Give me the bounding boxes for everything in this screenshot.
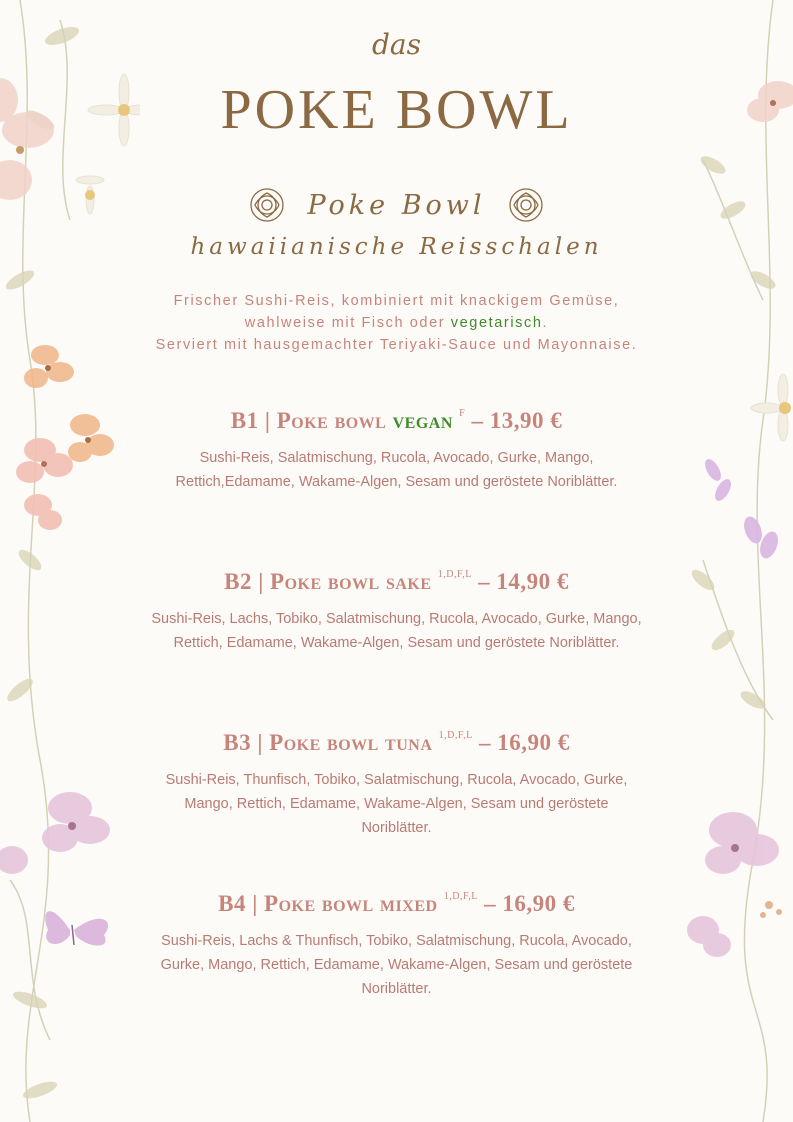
intro-line-1: Frischer Sushi-Reis, kombiniert mit knackigem Gemüse, <box>173 293 620 309</box>
separator: | <box>251 569 271 594</box>
dash: – <box>465 408 490 433</box>
item-name: Poke bowl mixed <box>264 891 438 916</box>
separator: | <box>245 891 265 916</box>
item-name: Poke bowl tuna <box>269 730 433 755</box>
intro-text <box>0 290 793 356</box>
menu-item-b3 <box>150 730 643 840</box>
celtic-knot-icon <box>506 185 546 225</box>
separator: | <box>258 408 277 433</box>
dash: – <box>477 891 503 916</box>
menu-item-description: Sushi-Reis, Lachs, Tobiko, Salatmischung, Rucola, Avocado, Gurke, Mango, Rettich, Edamame, Wakame-Algen, Sesam und geröstete Noriblätter. <box>151 611 642 651</box>
intro-line-2-prefix: wahlweise mit Fisch oder <box>244 315 451 331</box>
intro-line-2 <box>0 312 793 334</box>
subtitle: Poke Bowl <box>307 189 486 221</box>
item-name: Poke bowl <box>276 408 387 433</box>
celtic-knot-icon <box>247 185 287 225</box>
menu-item-title <box>150 891 643 917</box>
intro-line-2-suffix: . <box>542 315 549 331</box>
menu-item-title <box>150 730 643 756</box>
intro-line-3: Serviert mit hausgemachter Teriyaki-Sauce und Mayonnaise. <box>155 337 638 353</box>
vegan-label: vegan <box>392 408 453 433</box>
item-price: 16,90 € <box>502 891 575 916</box>
item-price: 14,90 € <box>496 569 569 594</box>
item-price: 13,90 € <box>489 408 563 433</box>
item-code: B2 <box>224 569 252 594</box>
item-code: B3 <box>223 730 252 755</box>
allergen-codes: F <box>459 408 466 419</box>
item-code: B4 <box>218 891 246 916</box>
allergen-codes: 1,D,F,L <box>443 891 478 902</box>
item-name: Poke bowl sake <box>270 569 432 594</box>
dash: – <box>471 569 497 594</box>
menu-item-b2 <box>150 569 643 655</box>
floral-border-right <box>683 0 793 1122</box>
allergen-codes: 1,D,F,L <box>437 569 472 580</box>
menu-item-title <box>150 408 643 434</box>
floral-border-left <box>0 0 140 1122</box>
subtitle-secondary: hawaiianische Reisschalen <box>190 234 603 260</box>
item-price: 16,90 € <box>497 730 570 755</box>
subtitle-row <box>0 185 793 225</box>
vegetarian-highlight: vegetarisch <box>450 315 543 331</box>
menu-item-description: Sushi-Reis, Salatmischung, Rucola, Avocado, Gurke, Mango, Rettich,Edamame, Wakame-Algen, Sesam und geröstete Noriblätter. <box>175 450 618 490</box>
item-code: B1 <box>230 408 259 433</box>
separator: | <box>251 730 270 755</box>
page-title: POKE BOWL <box>220 79 573 141</box>
menu-item-title <box>150 569 643 595</box>
dash: – <box>472 730 498 755</box>
allergen-codes: 1,D,F,L <box>438 730 473 741</box>
menu-item-description: Sushi-Reis, Lachs & Thunfisch, Tobiko, Salatmischung, Rucola, Avocado, Gurke, Mango, Rettich, Edamame, Wakame-Algen, Sesam und geröstete Noriblätter. <box>160 933 633 997</box>
menu-item-description: Sushi-Reis, Thunfisch, Tobiko, Salatmischung, Rucola, Avocado, Gurke, Mango, Rettich, Edamame, Wakame-Algen, Sesam und geröstete Noriblätter. <box>165 772 628 836</box>
menu-item-b4 <box>150 891 643 1001</box>
menu-item-b1 <box>150 408 643 494</box>
header-das: das <box>372 28 421 61</box>
